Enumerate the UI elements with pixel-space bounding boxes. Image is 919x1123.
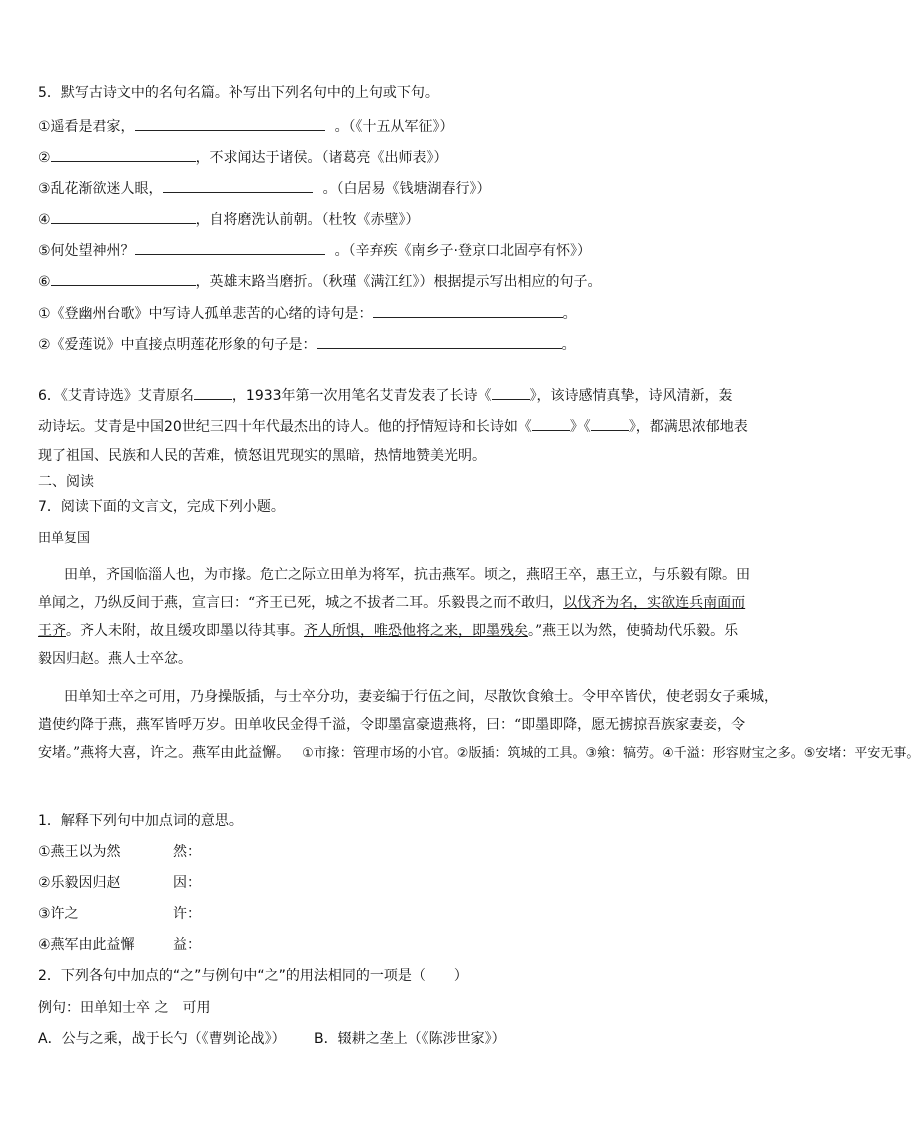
q7-sub2-example: 例句：田单知士卒 之 可用 xyxy=(38,1000,211,1016)
answer-blank[interactable] xyxy=(492,385,530,400)
option-b[interactable]: B．辍耕之垄上（《陈涉世家》） xyxy=(314,1031,506,1047)
q6-line-1: 6．《艾青诗选》艾青原名 ，1933年第一次用笔名艾青发表了长诗《 》，该诗感情真挚，诗风清新，轰 xyxy=(38,385,733,405)
answer-blank[interactable] xyxy=(194,385,232,400)
q5-extra-1: ①《登幽州台歌》中写诗人孤单悲苦的心绪的诗句是： 。 xyxy=(38,303,577,323)
passage-line: 安堵。”燕将大喜，许之。燕军由此益懈。 ①市掾：管理市场的小官。②版插：筑城的工具。③飨：犒劳。④千溢：形容财宝之多。⑤安堵：平安无事。 xyxy=(38,745,919,761)
passage-title: 田单复国 xyxy=(38,531,91,546)
passage-paragraph-1 xyxy=(38,561,758,673)
passage-line: 田单，齐国临淄人也，为市掾。危亡之际立田单为将军，抗击燕军。顷之，燕昭王卒，惠王立，与乐毅有隙。田 xyxy=(64,567,750,583)
answer-blank[interactable] xyxy=(373,303,563,318)
answer-blank[interactable] xyxy=(532,416,570,431)
q7-sub2-options xyxy=(38,1030,506,1048)
answer-blank[interactable] xyxy=(51,271,196,286)
answer-blank[interactable] xyxy=(51,209,196,224)
q5-item-3: ③乱花渐欲迷人眼， 。（白居易《钱塘湖春行》） xyxy=(38,178,491,198)
answer-blank[interactable] xyxy=(135,240,325,255)
q7-sub1-item: ④燕军由此益懈 益： xyxy=(38,937,201,953)
q5-item-4: ④ ，自将磨洗认前朝。（杜牧《赤壁》） xyxy=(38,209,420,229)
passage-line: 田单知士卒之可用，乃身操版插，与士卒分功，妻妾编于行伍之间，尽散饮食飨士。令甲卒皆伏，使老弱女子乘城， xyxy=(64,689,778,705)
q7-sub1-item: ①燕王以为然 然： xyxy=(38,844,201,860)
q7-sub1-item: ②乐毅因归赵 因： xyxy=(38,875,201,891)
answer-blank[interactable] xyxy=(135,116,325,131)
section-heading: 二、阅读 xyxy=(38,474,94,490)
footnotes-inline: ①市掾：管理市场的小官。②版插：筑城的工具。③飨：犒劳。④千溢：形容财宝之多。⑤安堵：平安无事。 xyxy=(302,746,919,761)
passage-line: 王齐。齐人未附，故且缓攻即墨以待其事。齐人所惧，唯恐他将之来，即墨残矣。”燕王以为然，使骑劫代乐毅。乐 xyxy=(38,623,739,639)
q6-line-3: 现了祖国、民族和人民的苦难，愤怒诅咒现实的黑暗，热情地赞美光明。 xyxy=(38,448,486,464)
answer-blank[interactable] xyxy=(163,178,313,193)
q5-item-6: ⑥ ，英雄末路当磨折。（秋瑾《满江红》）根据提示写出相应的句子。 xyxy=(38,271,602,291)
answer-blank[interactable] xyxy=(317,334,562,349)
option-a[interactable]: A．公与之乘，战于长勺（《曹刿论战》） xyxy=(38,1031,286,1047)
passage-line: 遣使约降于燕，燕军皆呼万岁。田单收民金得千溢，令即墨富豪遗燕将，曰：“即墨即降，愿无掳掠吾族家妻妾，令 xyxy=(38,717,746,733)
passage-line: 毅因归赵。燕人士卒忿。 xyxy=(38,651,192,667)
passage-line: 单闻之，乃纵反间于燕，宣言曰：“齐王已死，城之不拔者二耳。乐毅畏之而不敢归，以伐齐为名，实欲连兵南面而 xyxy=(38,595,746,611)
q5-extra-2: ②《爱莲说》中直接点明莲花形象的句子是： 。 xyxy=(38,334,576,354)
q5-item-2: ② ，不求闻达于诸侯。（诸葛亮《出师表》） xyxy=(38,147,448,167)
q5-item-5: ⑤何处望神州？ 。（辛弃疾《南乡子·登京口北固亭有怀》） xyxy=(38,240,591,260)
q7-sub1-title: 1．解释下列句中加点词的意思。 xyxy=(38,813,243,829)
answer-blank[interactable] xyxy=(51,147,196,162)
passage-paragraph-2 xyxy=(38,683,919,767)
q7-title: 7．阅读下面的文言文，完成下列小题。 xyxy=(38,499,285,515)
q7-sub1-item: ③许之 许： xyxy=(38,906,201,922)
q5-item-1: ①遥看是君家， 。（《十五从军征》） xyxy=(38,116,454,136)
q7-sub2-title: 2．下列各句中加点的“之”与例句中“之”的用法相同的一项是（ ） xyxy=(38,968,468,984)
q5-title: 5．默写古诗文中的名句名篇。补写出下列名句中的上句或下句。 xyxy=(38,85,439,101)
q6-line-2: 动诗坛。艾青是中国20世纪三四十年代最杰出的诗人。他的抒情短诗和长诗如《 》《 》，都满思浓郁地表 xyxy=(38,416,748,436)
answer-blank[interactable] xyxy=(591,416,629,431)
